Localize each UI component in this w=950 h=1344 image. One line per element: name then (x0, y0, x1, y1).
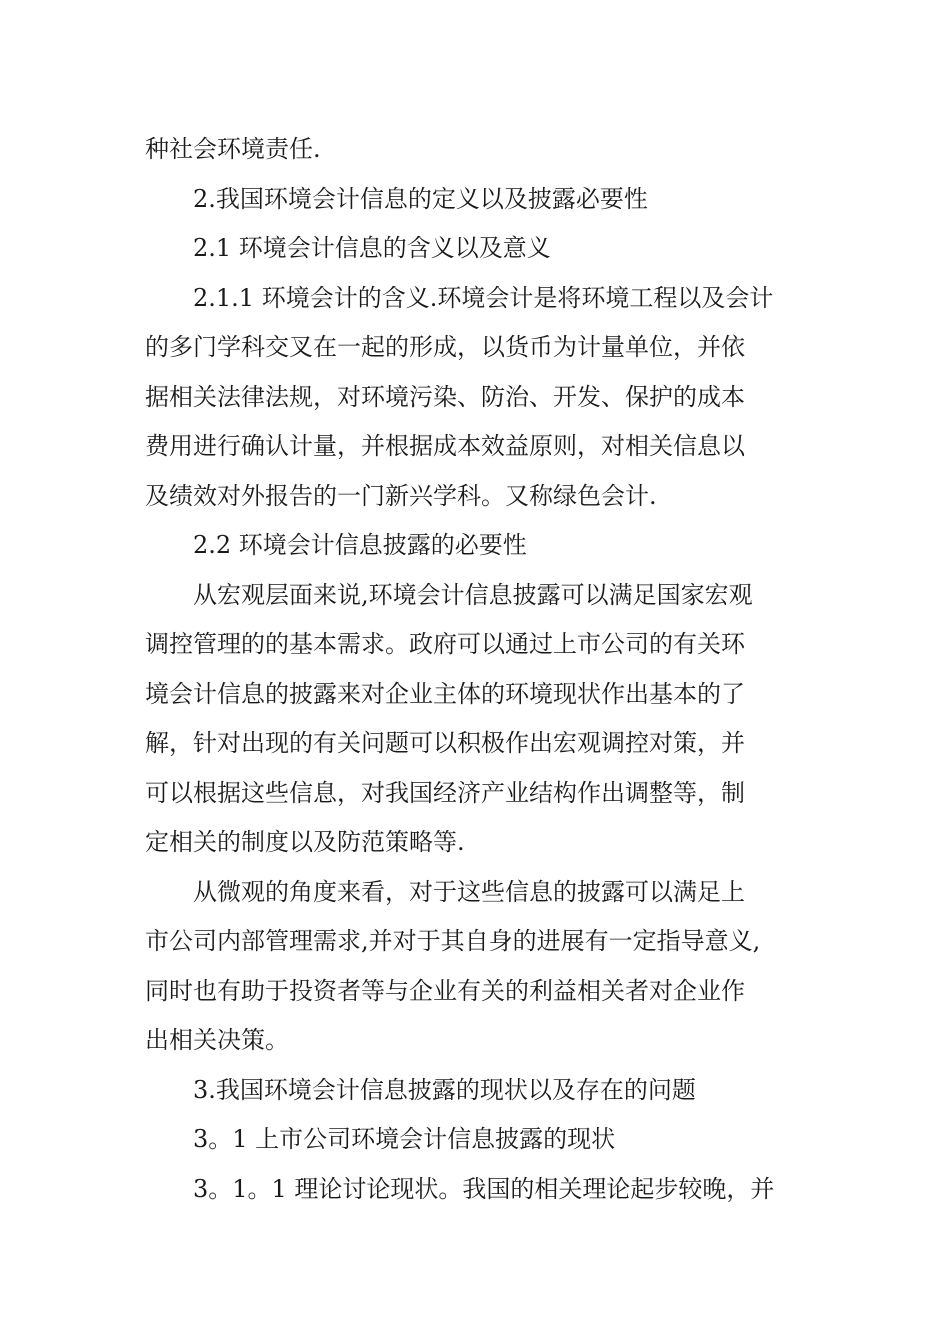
text-line: 可以根据这些信息，对我国经济产业结构作出调整等，制 (145, 778, 745, 807)
text-line: 种社会环境责任. (145, 135, 321, 163)
text-line: 及绩效对外报告的一门新兴学科。又称绿色会计. (145, 481, 657, 510)
text-line: 出相关决策。 (145, 1026, 289, 1054)
text-line: 同时也有助于投资者等与企业有关的利益相关者对企业作 (145, 976, 745, 1005)
text-line: 从宏观层面来说,环境会计信息披露可以满足国家宏观 (193, 580, 753, 609)
subsection-heading: 2.1 环境会计信息的含义以及意义 (193, 234, 551, 262)
subsection-heading: 2.2 环境会计信息披露的必要性 (193, 531, 527, 559)
text-line: 据相关法律法规，对环境污染、防治、开发、保护的成本 (145, 382, 745, 411)
section-heading: 2.我国环境会计信息的定义以及披露必要性 (193, 184, 648, 213)
text-line: 境会计信息的披露来对企业主体的环境现状作出基本的了 (145, 679, 745, 708)
text-line: 2.1.1 环境会计的含义.环境会计是将环境工程以及会计 (193, 283, 774, 312)
text-line: 的多门学科交叉在一起的形成，以货币为计量单位，并依 (145, 333, 745, 361)
text-line: 费用进行确认计量，并根据成本效益原则，对相关信息以 (145, 432, 745, 460)
text-line: 定相关的制度以及防范策略等. (145, 828, 465, 856)
text-line: 3。1。1 理论讨论现状。我国的相关理论起步较晚，并 (193, 1174, 775, 1203)
text-line: 解，针对出现的有关问题可以积极作出宏观调控对策，并 (145, 729, 745, 757)
subsection-heading: 3。1 上市公司环境会计信息披露的现状 (193, 1125, 616, 1153)
document-body (145, 125, 805, 1214)
section-heading: 3.我国环境会计信息披露的现状以及存在的问题 (193, 1075, 696, 1104)
text-line: 从微观的角度来看，对于这些信息的披露可以满足上 (193, 877, 745, 906)
text-line: 调控管理的的基本需求。政府可以通过上市公司的有关环 (145, 630, 745, 658)
text-line: 市公司内部管理需求,并对于其自身的进展有一定指导意义, (145, 927, 761, 955)
